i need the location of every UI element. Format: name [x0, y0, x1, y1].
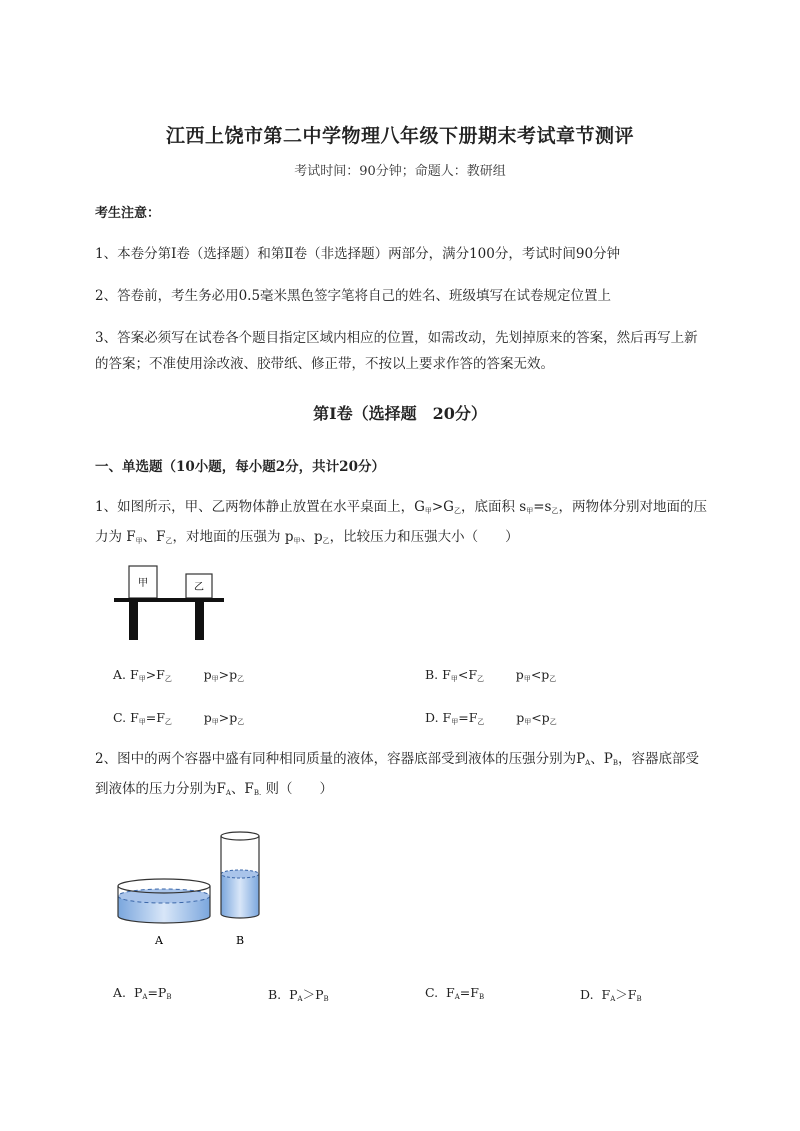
container-b — [221, 832, 259, 918]
container-a — [118, 879, 210, 923]
question-2-text: 2、图中的两个容器中盛有同种相同质量的液体，容器底部受到液体的压强分别为$P_A$、$P_B$，容器底部受到液体的压力分别为$F_A$、$F_{B.}$ 则（ ） — [95, 751, 699, 797]
q2-option-a[interactable]: A. $P_A=P_B$ — [113, 985, 172, 1001]
question-1-text: 1、如图所示，甲、乙两物体静止放置在水平桌面上，$G_甲>G_乙$，底面积 $s_甲=s_乙$，两物体分别对地面的压力为 $F_甲$、$F_乙$，对地面的压强为 $p_甲$、$p_乙$，比较压力和压强大小（ ） — [95, 499, 707, 545]
notice-heading: 考生注意： — [95, 206, 161, 221]
table-figure — [110, 560, 230, 644]
containers-figure — [110, 828, 270, 950]
part-heading: 一、单选题（10小题，每小题2分，共计20分） — [95, 459, 385, 475]
q2-option-c[interactable]: C. $F_A=F_B$ — [425, 985, 485, 1001]
q1-option-c[interactable]: C. $F_甲=F_乙$ $p_甲>p_乙$ — [113, 710, 245, 726]
q1-option-b[interactable]: B. $F_甲<F_乙$ $p_甲<p_乙$ — [425, 667, 557, 683]
q1-option-a[interactable]: A. $F_甲>F_乙$ $p_甲>p_乙$ — [113, 667, 245, 683]
notice-item-3: 3、答案必须写在试卷各个题目指定区域内相应的位置，如需改动，先划掉原来的答案，然后再写上新的答案；不准使用涂改液、胶带纸、修正带，不按以上要求作答的答案无效。 — [95, 330, 698, 372]
table-leg-left — [129, 602, 138, 640]
container-a-label: A — [155, 934, 163, 947]
object-jia-label: 甲 — [138, 578, 148, 589]
q2-option-d[interactable]: D. $F_A>F_B$ — [580, 987, 642, 1003]
table-leg-right — [195, 602, 204, 640]
container-b-label: B — [235, 934, 245, 947]
object-yi-label: 乙 — [194, 582, 204, 593]
q1-option-d[interactable]: D. $F_甲=F_乙$ $p_甲<p_乙$ — [425, 710, 557, 726]
notice-item-1: 1、本卷分第I卷（选择题）和第Ⅱ卷（非选择题）两部分，满分100分，考试时间90分钟 — [95, 246, 621, 262]
exam-info: 考试时间：90分钟；命题人：教研组 — [294, 164, 506, 179]
q2-option-b[interactable]: B. $P_A>P_B$ — [268, 987, 329, 1003]
table-top — [114, 598, 224, 602]
notice-item-2: 2、答卷前，考生务必用0.5毫米黑色签字笔将自己的姓名、班级填写在试卷规定位置上 — [95, 288, 612, 304]
page-title: 江西上饶市第二中学物理八年级下册期末考试章节测评 — [165, 125, 634, 147]
section-title: 第I卷（选择题 20分） — [313, 404, 487, 423]
